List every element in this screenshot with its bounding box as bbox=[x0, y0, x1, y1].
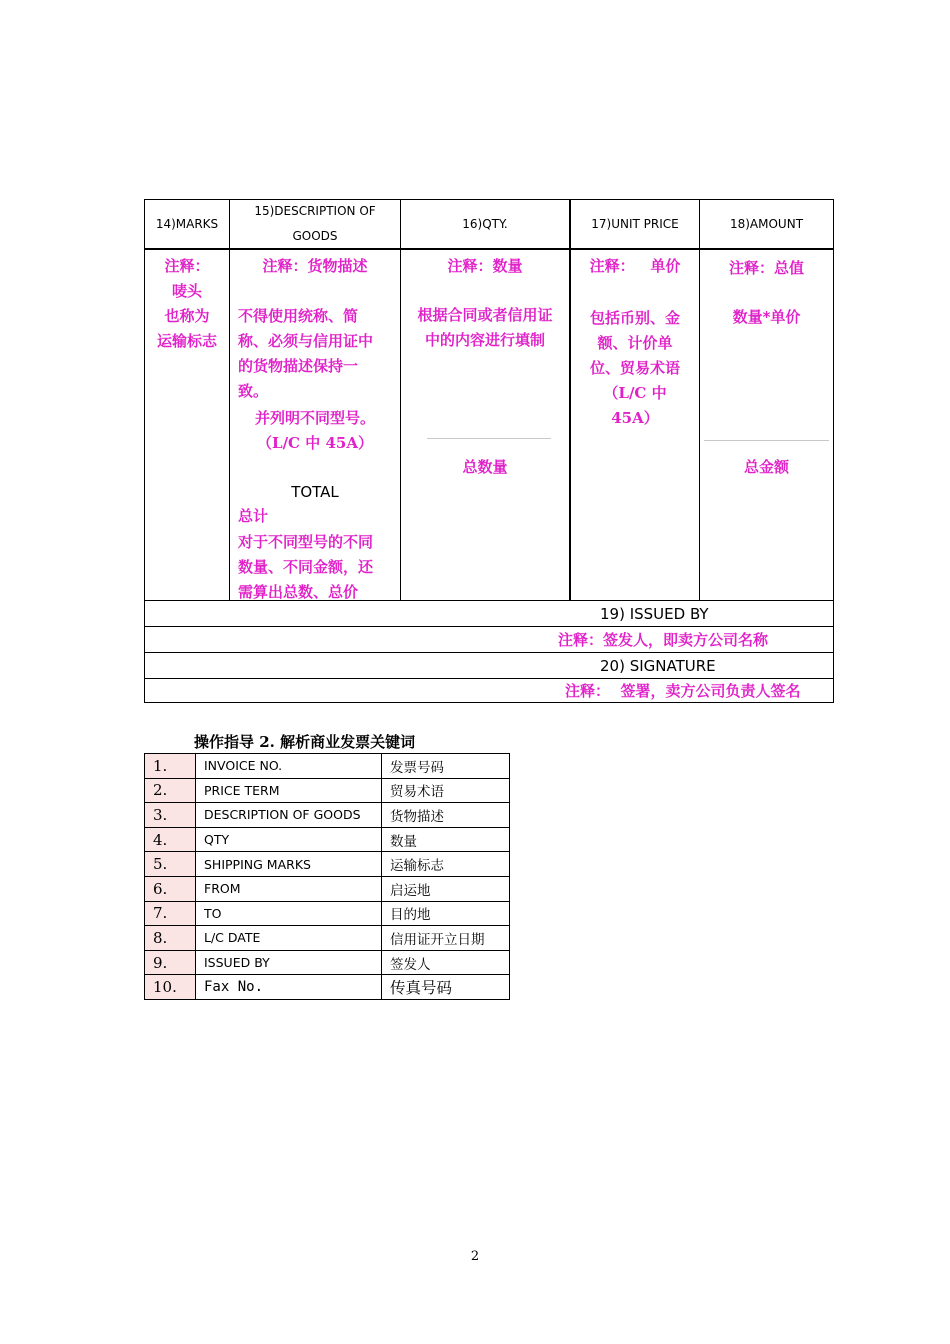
qty-divider bbox=[427, 438, 551, 439]
row-chinese: 货物描述 bbox=[382, 803, 510, 828]
unit-price-note: 注释： 单价 bbox=[589, 257, 681, 275]
description-note: 注释：货物描述 bbox=[262, 257, 368, 275]
row-english: SHIPPING MARKS bbox=[196, 852, 382, 877]
page-number: 2 bbox=[470, 1249, 480, 1264]
description-rule-line: 的货物描述保持一 bbox=[238, 357, 359, 375]
row-number: 7. bbox=[145, 901, 196, 926]
total-rule bbox=[238, 530, 373, 605]
signature-label: 20) SIGNATURE bbox=[600, 657, 716, 675]
table-row bbox=[145, 926, 510, 951]
marks-note-line: 唛头 bbox=[171, 282, 202, 300]
invoice-table bbox=[144, 199, 834, 703]
table-row bbox=[145, 950, 510, 975]
description-header: 15)DESCRIPTION OF GOODS bbox=[230, 200, 400, 250]
row-chinese: 启运地 bbox=[382, 876, 510, 901]
description-lc-ref: （L/C 中 45A） bbox=[257, 434, 373, 452]
row-chinese: 贸易术语 bbox=[382, 778, 510, 803]
description-rule bbox=[238, 304, 373, 404]
row-english: ISSUED BY bbox=[196, 950, 382, 975]
qty-rule-line: 中的内容进行填制 bbox=[424, 331, 545, 349]
qty-total: 总数量 bbox=[462, 458, 508, 476]
signature-note: 注释： 签署，卖方公司负责人签名 bbox=[565, 682, 801, 700]
amount-divider bbox=[704, 440, 829, 441]
marks-note-line: 运输标志 bbox=[156, 332, 217, 350]
issued-by-label: 19) ISSUED BY bbox=[600, 605, 709, 623]
qty-rule bbox=[401, 303, 569, 353]
description-rule-line: 不得使用统称、简 bbox=[238, 307, 359, 325]
row-number: 10. bbox=[145, 975, 196, 1000]
unit-price-header: 17)UNIT PRICE bbox=[571, 200, 699, 250]
row-chinese: 数量 bbox=[382, 827, 510, 852]
description-rule-line: 致。 bbox=[238, 382, 269, 400]
total-rule-line: 对于不同型号的不同 bbox=[238, 533, 374, 551]
description-model-line: 并列明不同型号。 bbox=[254, 409, 375, 427]
amount-note: 注释：总值 bbox=[728, 259, 804, 277]
description-rule-line: 称、必须与信用证中 bbox=[238, 332, 374, 350]
amount-total: 总金额 bbox=[743, 458, 789, 476]
row-chinese: 签发人 bbox=[382, 950, 510, 975]
row-number: 1. bbox=[145, 754, 196, 779]
row-english: FROM bbox=[196, 876, 382, 901]
marks-notes bbox=[145, 250, 229, 354]
row-number: 6. bbox=[145, 876, 196, 901]
unit-price-column bbox=[571, 200, 700, 600]
unit-price-rule-line: 额、计价单 bbox=[597, 334, 673, 352]
row-english: DESCRIPTION OF GOODS bbox=[196, 803, 382, 828]
row-english: Fax No. bbox=[196, 975, 382, 1000]
qty-rule-line: 根据合同或者信用证 bbox=[417, 306, 553, 324]
row-number: 8. bbox=[145, 926, 196, 951]
qty-note: 注释：数量 bbox=[447, 257, 523, 275]
table-row bbox=[145, 827, 510, 852]
unit-price-lc-ref: （L/C 中 bbox=[603, 384, 667, 402]
amount-column bbox=[700, 200, 833, 600]
row-chinese: 信用证开立日期 bbox=[382, 926, 510, 951]
row-chinese: 运输标志 bbox=[382, 852, 510, 877]
total-label: TOTAL bbox=[291, 483, 339, 501]
description-column bbox=[230, 200, 401, 600]
unit-price-rule-line: 包括币别、金 bbox=[589, 309, 680, 327]
marks-header: 14)MARKS bbox=[145, 200, 229, 250]
table-row bbox=[145, 803, 510, 828]
row-number: 4. bbox=[145, 827, 196, 852]
table-row bbox=[145, 852, 510, 877]
table-row bbox=[145, 901, 510, 926]
keywords-title: 操作指导 2. 解析商业发票关键词 bbox=[194, 733, 416, 751]
row-number: 3. bbox=[145, 803, 196, 828]
issued-by-note: 注释：签发人，即卖方公司名称 bbox=[558, 631, 769, 649]
unit-price-lc-ref: 45A） bbox=[611, 409, 659, 427]
signature-note-row bbox=[145, 678, 833, 702]
row-chinese: 目的地 bbox=[382, 901, 510, 926]
issued-by-row bbox=[145, 600, 833, 626]
row-english: QTY bbox=[196, 827, 382, 852]
row-chinese: 传真号码 bbox=[382, 975, 510, 1000]
total-rule-line: 需算出总数、总价 bbox=[238, 583, 359, 601]
amount-header: 18)AMOUNT bbox=[700, 200, 833, 250]
issued-note-row bbox=[145, 626, 833, 652]
qty-header: 16)QTY. bbox=[401, 200, 569, 250]
row-number: 2. bbox=[145, 778, 196, 803]
description-model bbox=[230, 406, 400, 456]
signature-row bbox=[145, 652, 833, 678]
table-row bbox=[145, 975, 510, 1000]
row-english: L/C DATE bbox=[196, 926, 382, 951]
row-number: 9. bbox=[145, 950, 196, 975]
row-english: PRICE TERM bbox=[196, 778, 382, 803]
row-english: TO bbox=[196, 901, 382, 926]
row-number: 5. bbox=[145, 852, 196, 877]
marks-column bbox=[145, 200, 230, 600]
amount-rule: 数量*单价 bbox=[732, 308, 801, 326]
unit-price-rule bbox=[571, 306, 699, 431]
row-chinese: 发票号码 bbox=[382, 754, 510, 779]
marks-note-line: 也称为 bbox=[164, 307, 210, 325]
total-rule-line: 数量、不同金额，还 bbox=[238, 558, 374, 576]
keywords-table bbox=[144, 753, 510, 1000]
marks-note-line: 注释： bbox=[164, 257, 210, 275]
table-row bbox=[145, 778, 510, 803]
table-row bbox=[145, 754, 510, 779]
qty-column bbox=[401, 200, 571, 600]
unit-price-rule-line: 位、贸易术语 bbox=[589, 359, 680, 377]
total-cn-label: 总计 bbox=[238, 507, 269, 525]
row-english: INVOICE NO. bbox=[196, 754, 382, 779]
table-row bbox=[145, 876, 510, 901]
